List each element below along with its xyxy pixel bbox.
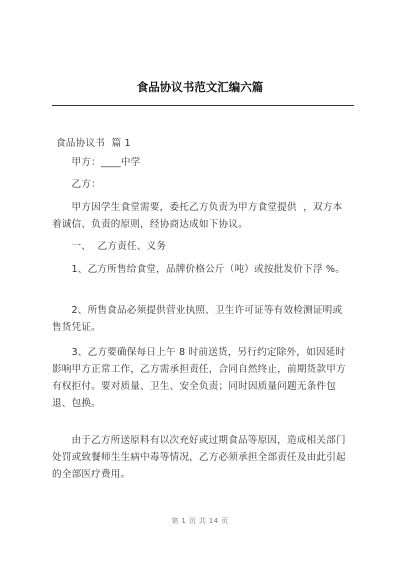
clause-2: 2、所售食品必须提供营业执照、卫生许可证等有效检测证明或售货凭证。 xyxy=(52,305,343,333)
intro-paragraph: 甲方因学生食堂需要，委托乙方负责为甲方食堂提供 ，双方本着诚信、负责的原则，经协商达成如下协议。 xyxy=(52,202,343,230)
clause-1: 1、乙方所售给食堂，品牌价格公斤（吨）或按批发价下浮 %。 xyxy=(52,264,346,275)
section-heading: 食品协议书 篇 1 xyxy=(56,138,131,149)
liability-paragraph: 由于乙方所送原料有以次充好或过期食品等原因，造成相关部门处罚或致餐师生生病中毒等情况，乙方必须承担全部责任及由此引起的全部医疗费用。 xyxy=(52,435,346,480)
document-title: 食品协议书范文汇编六篇 xyxy=(136,80,264,94)
title-divider xyxy=(52,105,354,106)
party-a-line: 甲方：____中学 xyxy=(52,157,141,168)
page-footer: 第 1 页 共 14 页 xyxy=(171,517,229,525)
clause-3: 3、乙方要确保每日上午 8 时前送货，另行约定除外，如因延时影响甲方正常工作，乙方需承担责任，合同自然终止，前期货款甲方有权拒付。要对质量、卫生、安全负责；同时因质量问题无条件包退、包换。 xyxy=(52,347,346,409)
party-b-line: 乙方： xyxy=(52,179,101,190)
clause-heading: 一、 乙方责任、义务 xyxy=(52,241,167,252)
